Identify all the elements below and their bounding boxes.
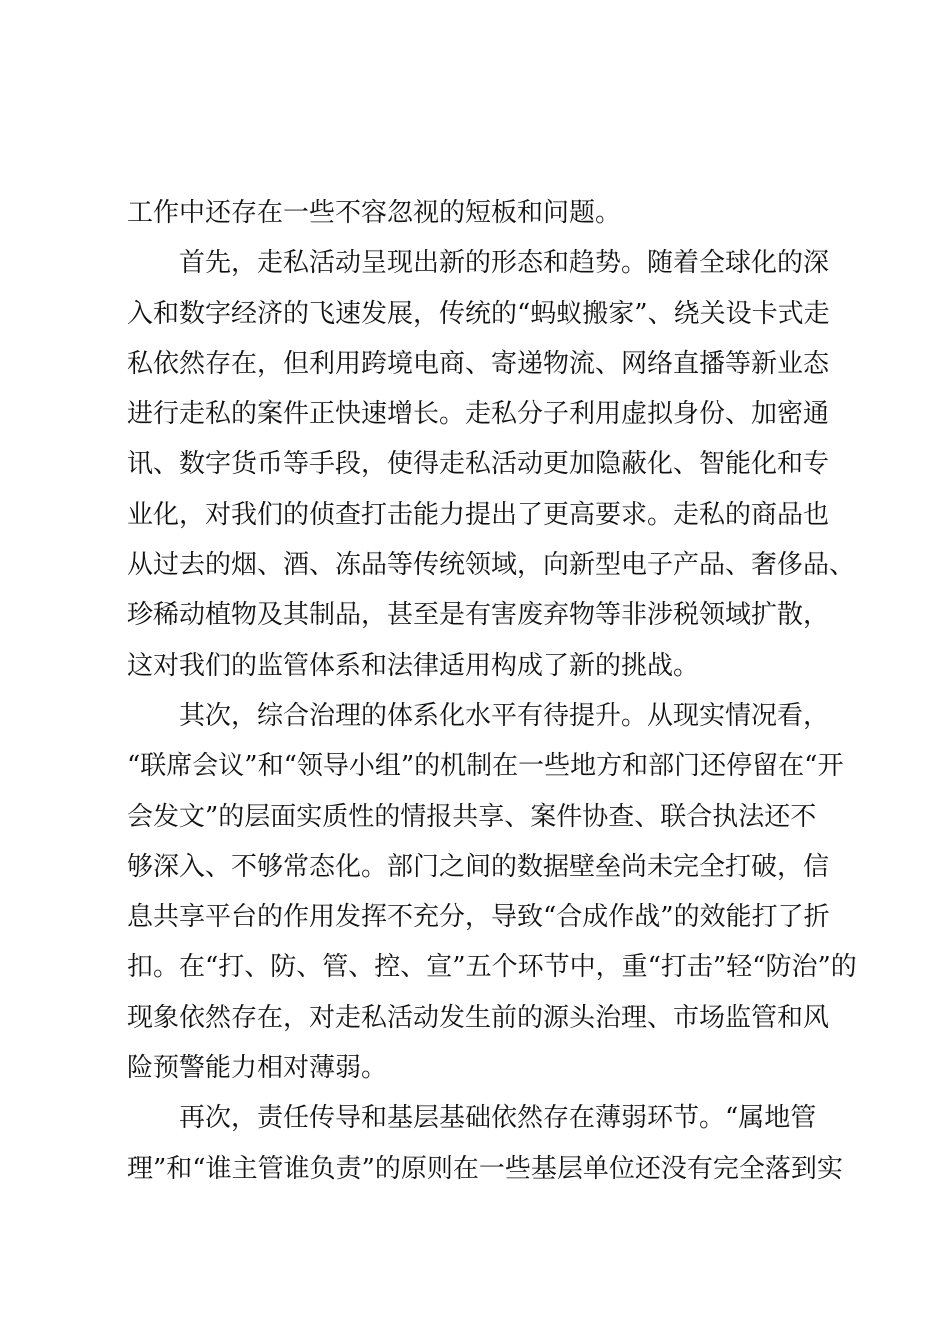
text-line: 够深入、不够常态化。部门之间的数据壁垒尚未完全打破，信 [127, 851, 830, 882]
text-line: “联席会议”和“领导小组”的机制在一些地方和部门还停留在“开 [127, 751, 844, 782]
body-text [127, 188, 857, 1194]
text-line: 私依然存在，但利用跨境电商、寄递物流、网络直播等新业态 [127, 348, 830, 379]
text-line: 珍稀动植物及其制品，甚至是有害废弃物等非涉税领域扩散， [127, 600, 830, 631]
text-line: 理”和“谁主管谁负责”的原则在一些基层单位还没有完全落到实 [127, 1153, 843, 1184]
text-line: 入和数字经济的飞速发展，传统的“蚂蚁搬家”、绕关设卡式走 [127, 298, 830, 329]
paragraph-start-line: 再次，责任传导和基层基础依然存在薄弱环节。“属地管 [179, 1103, 817, 1134]
text-line: 险预警能力相对薄弱。 [127, 1053, 388, 1084]
text-line: 扣。在“打、防、管、控、宣”五个环节中，重“打击”轻“防治”的 [127, 952, 857, 983]
text-line: 从过去的烟、酒、冻品等传统领域，向新型电子产品、奢侈品、 [127, 550, 856, 581]
text-line: 工作中还存在一些不容忽视的短板和问题。 [127, 198, 622, 228]
text-line: 业化，对我们的侦查打击能力提出了更高要求。走私的商品也 [127, 499, 830, 530]
paragraph-start-line: 首先，走私活动呈现出新的形态和趋势。随着全球化的深 [179, 248, 830, 279]
paragraph-start-line: 其次，综合治理的体系化水平有待提升。从现实情况看， [179, 700, 830, 731]
text-line: 现象依然存在，对走私活动发生前的源头治理、市场监管和风 [127, 1002, 830, 1033]
text-line: 进行走私的案件正快速增长。走私分子利用虚拟身份、加密通 [127, 399, 830, 430]
text-line: 这对我们的监管体系和法律适用构成了新的挑战。 [127, 650, 700, 681]
text-line: 息共享平台的作用发挥不充分，导致“合成作战”的效能打了折 [127, 902, 830, 933]
text-line: 会发文”的层面实质性的情报共享、案件协查、联合执法还不 [127, 801, 817, 832]
text-line: 讯、数字货币等手段，使得走私活动更加隐蔽化、智能化和专 [127, 449, 830, 480]
